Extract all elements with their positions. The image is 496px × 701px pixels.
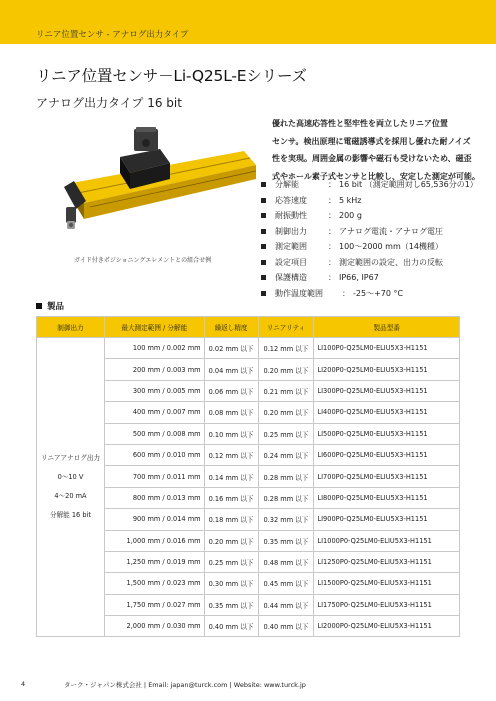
part-number-cell: LI600P0-Q25LM0-ELIU5X3-H1151	[314, 444, 460, 465]
product-photo	[60, 121, 260, 255]
part-number-cell: LI500P0-Q25LM0-ELIU5X3-H1151	[314, 423, 460, 444]
range-cell: 300 mm / 0.005 mm	[104, 380, 204, 401]
linearity-cell: 0.44 mm 以下	[258, 594, 314, 615]
spec-item	[258, 286, 488, 302]
spec-value: 200 g	[339, 211, 362, 221]
page-title: リニア位置センサ－Li-Q25L-Eシリーズ	[36, 67, 307, 85]
spec-label: 応答速度	[275, 195, 307, 205]
repeatability-cell: 0.02 mm 以下	[204, 338, 258, 359]
spec-item	[258, 270, 488, 286]
product-description	[272, 115, 482, 185]
repeatability-cell: 0.08 mm 以下	[204, 402, 258, 423]
column-header: 製品型番	[314, 317, 460, 338]
range-cell: 2,000 mm / 0.030 mm	[104, 616, 204, 637]
page-number: 4	[21, 680, 26, 688]
part-number-cell: LI200P0-Q25LM0-ELIU5X3-H1151	[314, 359, 460, 380]
spec-separator: ：	[328, 257, 336, 267]
spec-value: IP66, IP67	[339, 273, 379, 283]
range-cell: 400 mm / 0.007 mm	[104, 402, 204, 423]
bullet-square-icon	[261, 244, 266, 249]
part-number-cell: LI700P0-Q25LM0-ELIU5X3-H1151	[314, 466, 460, 487]
range-cell: 800 mm / 0.013 mm	[104, 487, 204, 508]
column-header: 最大測定範囲 / 分解能	[104, 317, 204, 338]
spec-separator: ：	[342, 288, 350, 298]
repeatability-cell: 0.30 mm 以下	[204, 573, 258, 594]
repeatability-cell: 0.16 mm 以下	[204, 487, 258, 508]
description-line: 式やホール素子式センサと比較し、安定した測定が可能。	[272, 171, 480, 181]
bullet-square-icon	[261, 260, 266, 265]
image-caption: ガイド付きポジショニングエレメントとの組合せ例	[74, 257, 212, 264]
linearity-cell: 0.24 mm 以下	[258, 444, 314, 465]
linearity-cell: 0.21 mm 以下	[258, 380, 314, 401]
part-number-cell: LI1500P0-Q25LM0-ELIU5X3-H1151	[314, 573, 460, 594]
description-line: 性を実現。周囲金属の影響や磁石も受けないため、磁歪	[272, 154, 472, 163]
bullet-square-icon	[261, 213, 266, 218]
spec-value: -25～+70 °C	[353, 288, 404, 298]
bullet-square-icon	[261, 198, 266, 203]
part-number-cell: LI1750P0-Q25LM0-ELIU5X3-H1151	[314, 594, 460, 615]
description-line: センサ。検出原理に電磁誘導式を採用し優れた耐ノイズ	[272, 136, 471, 146]
spec-separator: ：	[328, 273, 336, 283]
part-number-cell: LI1000P0-Q25LM0-ELIU5X3-H1151	[314, 530, 460, 551]
spec-item	[258, 255, 488, 271]
part-number-cell: LI400P0-Q25LM0-ELIU5X3-H1151	[314, 402, 460, 423]
column-header: リニアリティ	[258, 317, 314, 338]
product-table	[36, 316, 460, 637]
part-number-cell: LI1250P0-Q25LM0-ELIU5X3-H1151	[314, 551, 460, 572]
range-cell: 900 mm / 0.014 mm	[104, 509, 204, 530]
range-cell: 500 mm / 0.008 mm	[104, 423, 204, 444]
spec-label: 動作温度範囲	[275, 288, 323, 298]
spec-value: 16 bit （測定範囲対し65,536分の1）	[339, 180, 478, 190]
spec-label: 測定範囲	[275, 242, 307, 252]
bullet-square-icon	[261, 275, 266, 280]
spec-value: アナログ電流・アナログ電圧	[339, 226, 443, 236]
bullet-square-icon	[261, 229, 266, 234]
repeatability-cell: 0.06 mm 以下	[204, 380, 258, 401]
linearity-cell: 0.28 mm 以下	[258, 487, 314, 508]
spec-item	[258, 208, 488, 224]
part-number-cell: LI2000P0-Q25LM0-ELIU5X3-H1151	[314, 616, 460, 637]
spec-label: 設定項目	[275, 257, 307, 267]
spec-separator: ：	[328, 211, 336, 221]
repeatability-cell: 0.40 mm 以下	[204, 616, 258, 637]
range-cell: 1,750 mm / 0.027 mm	[104, 594, 204, 615]
part-number-cell: LI900P0-Q25LM0-ELIU5X3-H1151	[314, 509, 460, 530]
header-band-text: リニア位置センサ - アナログ出力タイプ	[36, 30, 189, 40]
spec-separator: ：	[328, 195, 336, 205]
part-number-cell: LI300P0-Q25LM0-ELIU5X3-H1151	[314, 380, 460, 401]
range-cell: 100 mm / 0.002 mm	[104, 338, 204, 359]
linearity-cell: 0.32 mm 以下	[258, 509, 314, 530]
linearity-cell: 0.35 mm 以下	[258, 530, 314, 551]
range-cell: 1,000 mm / 0.016 mm	[104, 530, 204, 551]
spec-item	[258, 239, 488, 255]
linearity-cell: 0.45 mm 以下	[258, 573, 314, 594]
linearity-cell: 0.48 mm 以下	[258, 551, 314, 572]
spec-label: 制御出力	[275, 226, 307, 236]
bullet-square-icon	[261, 291, 266, 296]
range-cell: 1,250 mm / 0.019 mm	[104, 551, 204, 572]
section-square-icon	[36, 303, 42, 309]
bullet-square-icon	[261, 182, 266, 187]
linearity-cell: 0.25 mm 以下	[258, 423, 314, 444]
output-group-cell	[37, 338, 105, 637]
group-label-line: リニアアナログ出力	[40, 454, 101, 463]
repeatability-cell: 0.25 mm 以下	[204, 551, 258, 572]
range-cell: 1,500 mm / 0.023 mm	[104, 573, 204, 594]
spec-separator: ：	[328, 242, 336, 252]
section-title: 製品	[47, 302, 65, 312]
spec-item	[258, 193, 488, 209]
repeatability-cell: 0.10 mm 以下	[204, 423, 258, 444]
column-header: 制御出力	[37, 317, 105, 338]
linearity-cell: 0.28 mm 以下	[258, 466, 314, 487]
spec-label: 耐振動性	[275, 211, 307, 221]
spec-value: 測定範囲の設定、出力の反転	[339, 257, 443, 267]
range-cell: 700 mm / 0.011 mm	[104, 466, 204, 487]
spec-item	[258, 224, 488, 240]
group-label-line: 分解能 16 bit	[49, 511, 91, 520]
linearity-cell: 0.20 mm 以下	[258, 359, 314, 380]
repeatability-cell: 0.12 mm 以下	[204, 444, 258, 465]
part-number-cell: LI800P0-Q25LM0-ELIU5X3-H1151	[314, 487, 460, 508]
page-subtitle: アナログ出力タイプ 16 bit	[36, 96, 182, 110]
table-header-row	[37, 317, 460, 338]
section-heading	[36, 300, 64, 312]
spec-value: 100～2000 mm（14機種）	[339, 242, 443, 252]
repeatability-cell: 0.35 mm 以下	[204, 594, 258, 615]
spec-label: 分解能	[275, 180, 299, 190]
description-line: 優れた高速応答性と堅牢性を両立したリニア位置	[272, 119, 448, 128]
group-label-line: 4～20 mA	[54, 492, 87, 501]
repeatability-cell: 0.14 mm 以下	[204, 466, 258, 487]
group-label-line: 0～10 V	[57, 473, 84, 482]
linearity-cell: 0.20 mm 以下	[258, 402, 314, 423]
column-header: 繰返し精度	[204, 317, 258, 338]
spec-list	[258, 177, 488, 301]
repeatability-cell: 0.20 mm 以下	[204, 530, 258, 551]
spec-item	[258, 177, 488, 193]
spec-separator: ：	[328, 226, 336, 236]
linearity-cell: 0.40 mm 以下	[258, 616, 314, 637]
part-number-cell: LI100P0-Q25LM0-ELIU5X3-H1151	[314, 338, 460, 359]
spec-value: 5 kHz	[339, 195, 362, 205]
range-cell: 200 mm / 0.003 mm	[104, 359, 204, 380]
repeatability-cell: 0.04 mm 以下	[204, 359, 258, 380]
spec-separator: ：	[328, 180, 336, 190]
linearity-cell: 0.12 mm 以下	[258, 338, 314, 359]
table-row	[37, 338, 460, 359]
spec-label: 保護構造	[275, 273, 307, 283]
header-band	[0, 0, 496, 44]
footer-text: ターク・ジャパン株式会社 | Email: japan@turck.com | Website: www.turck.jp	[64, 681, 306, 689]
range-cell: 600 mm / 0.010 mm	[104, 444, 204, 465]
repeatability-cell: 0.18 mm 以下	[204, 509, 258, 530]
